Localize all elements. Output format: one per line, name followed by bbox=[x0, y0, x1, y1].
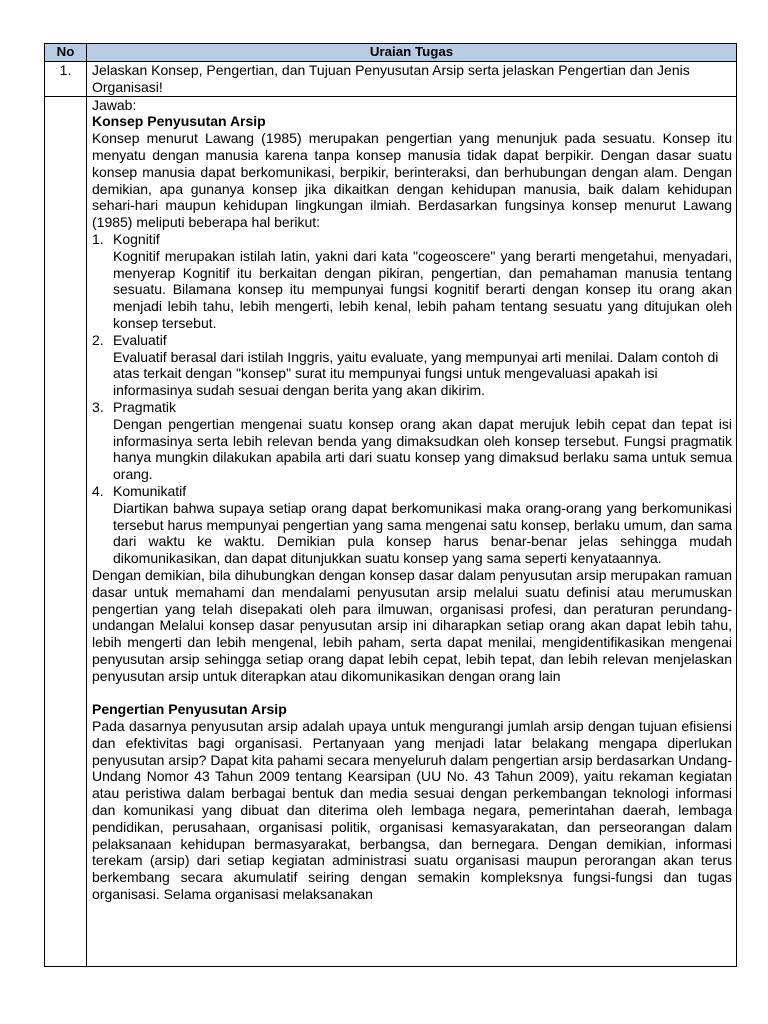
list-number: 2. bbox=[92, 331, 104, 348]
section-spacer bbox=[92, 684, 732, 701]
answer-content bbox=[92, 97, 732, 966]
list-number: 4. bbox=[92, 482, 104, 499]
answer-cell bbox=[87, 96, 737, 966]
section-pengertian-text: Pada dasarnya penyusutan arsip adalah upaya untuk mengurangi jumlah arsip dengan tujuan efisiensi dan efektivitas bagi organisasi. Pertanyaan yang menjadi latar belakang mengapa diperlukan penyusutan arsip? Dapat kita pahami secara menyeluruh dalam pengertian arsip berdasarkan Undang-Undang Nomor 43 Tahun 2009 tentang Kearsipan (UU No. 43 Tahun 2009), yaitu rekaman kegiatan atau peristiwa dalam berbagai bentuk dan media sesuai dengan perkembangan teknologi informasi dan komunikasi yang dibuat dan diterima oleh lembaga negara, pemerintahan daerah, lembaga pendidikan, perusahaan, organisasi politik, organisasi kemasyarakatan, dan perseorangan dalam pelaksanaan kehidupan bermasyarakat, berbangsa, dan bernegara. Dengan demikian, informasi terekam (arsip) dari setiap kegiatan administrasi suatu organisasi maupun perorangan akan terus berkembang secara akumulatif seiring dengan semakin kompleksnya fungsi-fungsi dan tugas organisasi. Selama organisasi melaksanakan bbox=[92, 718, 732, 903]
list-text: Dengan pengertian mengenai suatu konsep orang akan dapat merujuk lebih cepat dan tepat isi informasinya serta lebih relevan benda yang dimaksudkan oleh konsep tersebut. Fungsi pragmatik hanya mungkin dilakukan apabila arti dari suatu konsep yang dimaksud berlaku sama untuk semua orang. bbox=[113, 415, 732, 483]
list-number: 3. bbox=[92, 398, 104, 415]
document-table bbox=[44, 43, 737, 967]
list-label: Kognitif bbox=[113, 230, 160, 247]
answer-label: Jawab: bbox=[92, 96, 137, 113]
section-heading-pengertian: Pengertian Penyusutan Arsip bbox=[92, 701, 287, 718]
list-text: Diartikan bahwa supaya setiap orang dapat berkomunikasi maka orang-orang yang berkomunikasi tersebut harus mempunyai pengertian yang sama mengenai satu konsep, berlaku umum, dan sama dari waktu ke waktu. Demikian pula konsep harus benar-benar jelas sehingga mudah dikomunikasikan, dan dapat ditunjukkan suatu konsep yang sama seperti kenyataannya. bbox=[113, 499, 732, 567]
section-conclusion: Dengan demikian, bila dihubungkan dengan konsep dasar dalam penyusutan arsip merupakan ramuan dasar untuk memahami dan mendalami penyusutan arsip melalui suatu definisi atau merumuskan pengertian yang telah disepakati oleh para ilmuwan, organisasi profesi, dan peraturan perundang-undangan Melalui konsep dasar penyusutan arsip ini diharapkan setiap orang akan dapat lebih tahu, lebih mengerti dan lebih mengenal, lebih paham, serta dapat menilai, mengidentifikasikan mengenai penyusutan arsip sehingga setiap orang dapat lebih cepat, lebih tepat, dan lebih relevan menjelaskan penyusutan arsip untuk diterapkan atau dikomunikasikan dengan orang lain bbox=[92, 566, 732, 684]
list-item bbox=[92, 483, 732, 567]
list-text: Evaluatif berasal dari istilah Inggris, yaitu evaluate, yang mempunyai arti menilai. Dalam contoh di atas terkait dengan "konsep" surat itu mempunyai fungsi untuk mengevaluasi apakah isi informasinya sudah sesuai dengan berita yang akan dikirim. bbox=[113, 348, 719, 399]
list-item bbox=[92, 399, 732, 483]
question-text: Jelaskan Konsep, Pengertian, dan Tujuan Penyusutan Arsip serta jelaskan Pengertian dan Jenis Organisasi! bbox=[92, 62, 690, 95]
list-item bbox=[92, 332, 732, 399]
list-label: Komunikatif bbox=[113, 482, 187, 499]
header-uraian-tugas: Uraian Tugas bbox=[87, 44, 737, 62]
list-label: Pragmatik bbox=[113, 398, 177, 415]
question-number: 1. bbox=[45, 62, 87, 97]
question-row bbox=[45, 62, 737, 97]
answer-row bbox=[45, 96, 737, 966]
answer-number-cell bbox=[45, 96, 87, 966]
section-heading-konsep: Konsep Penyusutan Arsip bbox=[92, 113, 266, 130]
list-item bbox=[92, 231, 732, 332]
list-number: 1. bbox=[92, 230, 104, 247]
question-cell bbox=[87, 62, 737, 97]
section-intro: Konsep menurut Lawang (1985) merupakan pengertian yang menunjuk pada sesuatu. Konsep itu menyatu dengan manusia karena tanpa konsep manusia tidak dapat berpikir. Dengan dasar suatu konsep manusia dapat berkomunikasi, berpikir, berinteraksi, dan berhubungan dengan alam. Dengan demikian, apa gunanya konsep jika dikaitkan dengan kehidupan manusia, baik dalam kehidupan sehari-hari maupun kehidupan lingkungan ilmiah. Berdasarkan fungsinya konsep menurut Lawang (1985) meliputi beberapa hal berikut: bbox=[92, 130, 732, 231]
header-no: No bbox=[45, 44, 87, 62]
list-label: Evaluatif bbox=[113, 331, 167, 348]
list-text: Kognitif merupakan istilah latin, yakni dari kata "cogeoscere" yang berarti mengetahui, menyadari, menyerap Kognitif itu berkaitan dengan pikiran, pengertian, dan pemahaman manusia tentang sesuatu. Bilamana konsep itu mempunyai fungsi kognitif berarti dengan konsep itu orang akan menjadi lebih tahu, lebih mengerti, lebih kenal, lebih paham tentang sesuatu yang ditujukan oleh konsep tersebut. bbox=[113, 247, 732, 331]
header-row bbox=[45, 44, 737, 62]
